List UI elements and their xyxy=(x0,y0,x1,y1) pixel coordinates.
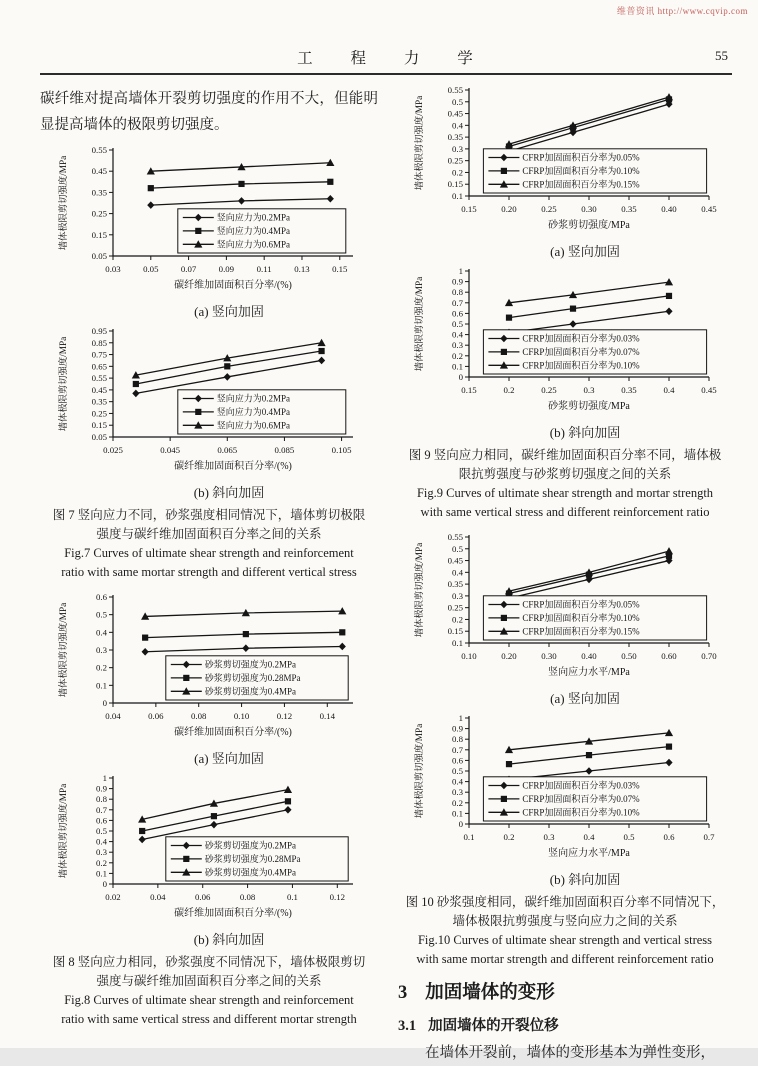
svg-text:0.6: 0.6 xyxy=(452,308,463,319)
svg-text:0.5: 0.5 xyxy=(623,832,635,842)
svg-text:0.3: 0.3 xyxy=(96,645,107,655)
fig8-caption-zh-line2: 强度与碳纤维加固面积百分率之间的关系 xyxy=(96,974,322,988)
svg-text:0.1: 0.1 xyxy=(452,638,463,648)
svg-text:0.25: 0.25 xyxy=(447,155,463,166)
page-header xyxy=(40,46,730,70)
two-column-layout xyxy=(40,84,734,1066)
svg-text:0.3: 0.3 xyxy=(583,385,595,395)
svg-text:碳纤维加固面积百分率/(%): 碳纤维加固面积百分率/(%) xyxy=(174,461,292,472)
fig8a-subcaption: (a) 竖向加固 xyxy=(194,751,264,766)
fig7a-line-chart xyxy=(53,144,365,302)
svg-text:1: 1 xyxy=(458,266,463,276)
fig7a-subcaption: (a) 竖向加固 xyxy=(194,304,264,319)
chart-fig10b xyxy=(409,712,721,888)
svg-text:0.45: 0.45 xyxy=(701,204,717,214)
svg-text:0.04: 0.04 xyxy=(105,711,121,721)
svg-text:0.55: 0.55 xyxy=(91,145,107,155)
svg-text:0.25: 0.25 xyxy=(541,204,557,214)
svg-text:0.045: 0.045 xyxy=(160,445,181,455)
fig9-caption-en-line2: with same vertical stress and different reinforcement ratio xyxy=(420,505,710,519)
fig9-caption-zh-line1: 图 9 竖向应力相同，碳纤维加固面积百分率不同，墙体极 xyxy=(408,448,722,462)
svg-text:0.45: 0.45 xyxy=(91,166,107,177)
left-column xyxy=(40,84,378,1066)
svg-text:0.35: 0.35 xyxy=(447,132,463,143)
svg-text:0.15: 0.15 xyxy=(91,229,107,240)
header-rule xyxy=(40,73,732,78)
fig9-caption xyxy=(396,446,734,522)
fig7-caption-zh-line1: 图 7 竖向应力不同，砂浆强度相同情况下，墙体剪切极限 xyxy=(52,508,366,522)
fig8-caption xyxy=(40,953,378,1029)
svg-text:0.85: 0.85 xyxy=(91,337,107,348)
svg-text:0.5: 0.5 xyxy=(452,766,463,776)
svg-text:0.3: 0.3 xyxy=(452,340,463,351)
fig9b-line-chart xyxy=(409,265,721,423)
svg-text:0.07: 0.07 xyxy=(180,264,197,274)
svg-text:0.5: 0.5 xyxy=(96,826,107,836)
svg-text:CFRP加固面积百分率为0.05%: CFRP加固面积百分率为0.05% xyxy=(522,599,640,610)
svg-text:0.15: 0.15 xyxy=(447,626,463,637)
svg-text:0.4: 0.4 xyxy=(96,627,107,638)
svg-text:0.065: 0.065 xyxy=(217,445,238,455)
svg-text:0.25: 0.25 xyxy=(447,602,463,613)
svg-text:0.45: 0.45 xyxy=(447,108,463,119)
section-3-title: 加固墙体的变形 xyxy=(425,983,555,1003)
svg-text:0.35: 0.35 xyxy=(91,187,107,198)
svg-text:墙体极限剪切强度/MPa: 墙体极限剪切强度/MPa xyxy=(415,723,425,819)
chart-fig9a xyxy=(409,84,721,260)
section-3-1-body: 在墙体开裂前，墙体的变形基本为弹性变形， xyxy=(425,1045,715,1061)
svg-text:0.4: 0.4 xyxy=(583,832,595,842)
svg-text:0.60: 0.60 xyxy=(661,651,677,661)
fig7-caption-en-line1: Fig.7 Curves of ultimate shear strength and reinforcement xyxy=(64,546,354,560)
svg-text:0.5: 0.5 xyxy=(96,609,107,620)
svg-text:0.3: 0.3 xyxy=(452,787,463,798)
svg-text:0.50: 0.50 xyxy=(621,651,637,661)
svg-text:0.09: 0.09 xyxy=(218,264,235,274)
svg-text:0.9: 0.9 xyxy=(452,276,463,287)
svg-text:0.65: 0.65 xyxy=(91,361,107,372)
chart-fig7a xyxy=(53,144,365,320)
svg-text:0.02: 0.02 xyxy=(105,892,121,902)
svg-text:0: 0 xyxy=(458,372,463,382)
svg-text:墙体极限剪切强度/MPa: 墙体极限剪切强度/MPa xyxy=(59,155,69,251)
svg-text:墙体极限剪切强度/MPa: 墙体极限剪切强度/MPa xyxy=(59,336,69,432)
svg-text:CFRP加固面积百分率为0.15%: CFRP加固面积百分率为0.15% xyxy=(522,179,640,190)
svg-text:竖向应力为0.4MPa: 竖向应力为0.4MPa xyxy=(216,226,291,237)
svg-text:砂浆剪切强度为0.4MPa: 砂浆剪切强度为0.4MPa xyxy=(204,867,297,878)
svg-text:0.25: 0.25 xyxy=(541,385,557,395)
svg-text:0.4: 0.4 xyxy=(452,567,463,578)
fig8-caption-zh-line1: 图 8 竖向应力相同，砂浆强度不同情况下，墙体极限剪切 xyxy=(52,955,366,969)
svg-text:0.70: 0.70 xyxy=(701,651,717,661)
svg-text:0.2: 0.2 xyxy=(96,857,107,868)
svg-text:0.30: 0.30 xyxy=(541,651,557,661)
fig10b-subcaption: (b) 斜向加固 xyxy=(549,872,621,887)
svg-text:0.9: 0.9 xyxy=(96,783,107,794)
svg-text:墙体极限剪切强度/MPa: 墙体极限剪切强度/MPa xyxy=(415,542,425,638)
svg-text:0.40: 0.40 xyxy=(661,204,677,214)
svg-text:0.1: 0.1 xyxy=(452,808,463,819)
svg-text:竖向应力为0.6MPa: 竖向应力为0.6MPa xyxy=(216,239,291,250)
svg-text:0.55: 0.55 xyxy=(91,373,107,384)
svg-text:0.1: 0.1 xyxy=(286,892,298,902)
svg-text:0: 0 xyxy=(102,879,107,889)
svg-text:竖向应力为0.6MPa: 竖向应力为0.6MPa xyxy=(216,420,291,431)
chart-fig9b xyxy=(409,265,721,441)
svg-text:0.7: 0.7 xyxy=(703,832,715,842)
svg-text:0.05: 0.05 xyxy=(91,432,107,442)
svg-text:砂浆剪切强度/MPa: 砂浆剪切强度/MPa xyxy=(548,220,630,231)
svg-text:0.6: 0.6 xyxy=(96,592,107,602)
svg-text:0.1: 0.1 xyxy=(96,680,107,691)
fig10a-subcaption: (a) 竖向加固 xyxy=(550,691,620,706)
svg-text:0.45: 0.45 xyxy=(91,384,107,395)
svg-text:0.2: 0.2 xyxy=(452,167,463,178)
fig10-caption-en-line2: with same mortar strength and different reinforcement ratio xyxy=(416,952,714,966)
fig7b-subcaption: (b) 斜向加固 xyxy=(193,485,265,500)
fig8-caption-en-line2: ratio with same vertical stress and different mortar strength xyxy=(61,1012,357,1026)
svg-text:0.5: 0.5 xyxy=(452,319,463,329)
svg-text:0.085: 0.085 xyxy=(274,445,295,455)
svg-text:0.1: 0.1 xyxy=(463,832,475,842)
intro-paragraph: 碳纤维对提高墙体开裂剪切强度的作用不大，但能明显提高墙体的极限剪切强度。 xyxy=(40,91,378,133)
svg-text:竖向应力为0.2MPa: 竖向应力为0.2MPa xyxy=(216,212,291,223)
fig10-caption-zh-line2: 墙体极限抗剪强度与竖向应力之间的关系 xyxy=(452,914,678,928)
svg-text:CFRP加固面积百分率为0.10%: CFRP加固面积百分率为0.10% xyxy=(522,807,640,818)
svg-text:0.10: 0.10 xyxy=(461,651,477,661)
svg-text:0.55: 0.55 xyxy=(447,532,463,542)
svg-text:0.12: 0.12 xyxy=(276,711,293,721)
svg-text:0.10: 0.10 xyxy=(233,711,250,721)
svg-text:0.1: 0.1 xyxy=(96,868,107,879)
svg-text:0.15: 0.15 xyxy=(447,179,463,190)
svg-text:0.35: 0.35 xyxy=(621,204,637,214)
svg-text:0.7: 0.7 xyxy=(96,804,107,815)
svg-text:0.35: 0.35 xyxy=(621,385,637,395)
svg-text:CFRP加固面积百分率为0.03%: CFRP加固面积百分率为0.03% xyxy=(522,780,640,791)
svg-text:0.025: 0.025 xyxy=(103,445,123,455)
fig8b-subcaption: (b) 斜向加固 xyxy=(193,932,265,947)
svg-text:1: 1 xyxy=(458,713,463,723)
fig7-caption-zh-line2: 强度与碳纤维加固面积百分率之间的关系 xyxy=(96,527,322,541)
section-3-1-heading xyxy=(398,1014,734,1035)
svg-text:0.06: 0.06 xyxy=(148,711,164,721)
svg-text:0.6: 0.6 xyxy=(96,815,107,826)
svg-text:竖向应力为0.4MPa: 竖向应力为0.4MPa xyxy=(216,407,291,418)
svg-text:0.12: 0.12 xyxy=(329,892,346,902)
svg-text:0.15: 0.15 xyxy=(461,385,477,395)
svg-text:0.4: 0.4 xyxy=(452,120,463,131)
svg-text:0.40: 0.40 xyxy=(581,651,597,661)
svg-text:CFRP加固面积百分率为0.07%: CFRP加固面积百分率为0.07% xyxy=(522,794,640,805)
fig10-caption xyxy=(396,893,734,969)
chart-fig8b xyxy=(53,772,365,948)
svg-text:0.1: 0.1 xyxy=(452,361,463,372)
fig7b-line-chart xyxy=(53,325,365,483)
watermark: 维普资讯 http://www.cqvip.com xyxy=(616,6,748,16)
svg-text:0.08: 0.08 xyxy=(239,892,256,902)
svg-text:0.5: 0.5 xyxy=(452,96,463,107)
svg-text:0.05: 0.05 xyxy=(91,251,107,261)
svg-text:0.15: 0.15 xyxy=(91,420,107,431)
svg-text:0.6: 0.6 xyxy=(663,832,675,842)
fig9a-subcaption: (a) 竖向加固 xyxy=(550,244,620,259)
svg-text:0.35: 0.35 xyxy=(91,396,107,407)
svg-text:0: 0 xyxy=(458,819,463,829)
svg-text:0.6: 0.6 xyxy=(452,755,463,766)
svg-text:0.8: 0.8 xyxy=(452,734,463,745)
chart-fig7b xyxy=(53,325,365,501)
svg-text:0.04: 0.04 xyxy=(150,892,166,902)
svg-text:0.25: 0.25 xyxy=(91,208,107,219)
svg-text:竖向应力为0.2MPa: 竖向应力为0.2MPa xyxy=(216,393,291,404)
right-column xyxy=(396,84,734,1066)
svg-text:碳纤维加固面积百分率/(%): 碳纤维加固面积百分率/(%) xyxy=(174,908,292,919)
svg-text:0.3: 0.3 xyxy=(452,143,463,154)
svg-text:墙体极限剪切强度/MPa: 墙体极限剪切强度/MPa xyxy=(59,783,69,879)
section-3-heading xyxy=(398,978,734,1004)
svg-text:0.5: 0.5 xyxy=(452,543,463,554)
svg-text:1: 1 xyxy=(102,773,107,783)
page-number: 55 xyxy=(715,48,728,63)
svg-text:0.35: 0.35 xyxy=(447,579,463,590)
svg-text:0.2: 0.2 xyxy=(452,797,463,808)
svg-text:砂浆剪切强度为0.28MPa: 砂浆剪切强度为0.28MPa xyxy=(204,854,301,865)
svg-text:0.45: 0.45 xyxy=(447,555,463,566)
svg-text:砂浆剪切强度为0.2MPa: 砂浆剪切强度为0.2MPa xyxy=(204,659,297,670)
fig10-caption-zh-line1: 图 10 砂浆强度相同，碳纤维加固面积百分率不同情况下， xyxy=(405,895,725,909)
chart-fig10a xyxy=(409,531,721,707)
svg-text:竖向应力水平/MPa: 竖向应力水平/MPa xyxy=(548,667,630,678)
fig9-caption-en-line1: Fig.9 Curves of ultimate shear strength and mortar strength xyxy=(416,486,714,500)
svg-text:墙体极限剪切强度/MPa: 墙体极限剪切强度/MPa xyxy=(59,602,69,698)
svg-text:0.15: 0.15 xyxy=(461,204,477,214)
svg-text:碳纤维加固面积百分率/(%): 碳纤维加固面积百分率/(%) xyxy=(174,280,292,291)
svg-text:CFRP加固面积百分率为0.10%: CFRP加固面积百分率为0.10% xyxy=(522,613,640,624)
svg-text:0.4: 0.4 xyxy=(452,776,463,787)
svg-text:0.14: 0.14 xyxy=(319,711,335,721)
svg-text:竖向应力水平/MPa: 竖向应力水平/MPa xyxy=(548,848,630,859)
svg-text:砂浆剪切强度为0.2MPa: 砂浆剪切强度为0.2MPa xyxy=(204,840,297,851)
fig8a-line-chart xyxy=(53,591,365,749)
svg-text:0.2: 0.2 xyxy=(503,832,515,842)
svg-text:0.105: 0.105 xyxy=(331,445,352,455)
svg-text:0.4: 0.4 xyxy=(452,329,463,340)
svg-text:0: 0 xyxy=(102,698,107,708)
svg-text:0.20: 0.20 xyxy=(501,651,517,661)
svg-text:CFRP加固面积百分率为0.15%: CFRP加固面积百分率为0.15% xyxy=(522,626,640,637)
svg-text:0.95: 0.95 xyxy=(91,326,107,336)
fig7-caption-en-line2: ratio with same mortar strength and different vertical stress xyxy=(61,565,357,579)
svg-text:0.4: 0.4 xyxy=(96,836,107,847)
svg-text:0.45: 0.45 xyxy=(701,385,717,395)
svg-text:0.15: 0.15 xyxy=(332,264,348,274)
svg-text:0.55: 0.55 xyxy=(447,85,463,95)
svg-text:0.06: 0.06 xyxy=(195,892,211,902)
fig9a-line-chart xyxy=(409,84,721,242)
svg-text:0.08: 0.08 xyxy=(191,711,207,721)
svg-text:CFRP加固面积百分率为0.10%: CFRP加固面积百分率为0.10% xyxy=(522,360,640,371)
svg-text:0.2: 0.2 xyxy=(452,350,463,361)
svg-text:0.75: 0.75 xyxy=(91,349,107,360)
svg-text:0.4: 0.4 xyxy=(663,385,675,395)
svg-text:CFRP加固面积百分率为0.10%: CFRP加固面积百分率为0.10% xyxy=(522,166,640,177)
section-3-1-title: 加固墙体的开裂位移 xyxy=(428,1018,559,1034)
fig9-caption-zh-line2: 限抗剪强度与砂浆剪切强度之间的关系 xyxy=(458,467,672,481)
svg-text:CFRP加固面积百分率为0.03%: CFRP加固面积百分率为0.03% xyxy=(522,333,640,344)
svg-text:CFRP加固面积百分率为0.07%: CFRP加固面积百分率为0.07% xyxy=(522,347,640,358)
svg-text:0.1: 0.1 xyxy=(452,191,463,201)
fig9b-subcaption: (b) 斜向加固 xyxy=(549,425,621,440)
fig8b-line-chart xyxy=(53,772,365,930)
svg-text:0.7: 0.7 xyxy=(452,297,463,308)
svg-text:0.11: 0.11 xyxy=(256,264,272,274)
svg-text:0.3: 0.3 xyxy=(543,832,555,842)
svg-text:0.20: 0.20 xyxy=(501,204,517,214)
svg-text:墙体极限剪切强度/MPa: 墙体极限剪切强度/MPa xyxy=(415,276,425,372)
svg-text:0.7: 0.7 xyxy=(452,744,463,755)
svg-text:砂浆剪切强度为0.28MPa: 砂浆剪切强度为0.28MPa xyxy=(204,673,301,684)
fig10a-line-chart xyxy=(409,531,721,689)
chart-fig8a xyxy=(53,591,365,767)
svg-text:0.30: 0.30 xyxy=(581,204,597,214)
svg-text:0.3: 0.3 xyxy=(96,847,107,858)
svg-text:0.13: 0.13 xyxy=(294,264,310,274)
svg-text:0.2: 0.2 xyxy=(452,614,463,625)
svg-text:0.8: 0.8 xyxy=(96,794,107,805)
svg-text:砂浆剪切强度为0.4MPa: 砂浆剪切强度为0.4MPa xyxy=(204,686,297,697)
fig7-caption xyxy=(40,506,378,582)
svg-text:0.05: 0.05 xyxy=(143,264,159,274)
svg-text:0.03: 0.03 xyxy=(105,264,121,274)
svg-text:墙体极限剪切强度/MPa: 墙体极限剪切强度/MPa xyxy=(415,95,425,191)
fig10b-line-chart xyxy=(409,712,721,870)
svg-text:砂浆剪切强度/MPa: 砂浆剪切强度/MPa xyxy=(548,401,630,412)
fig8-caption-en-line1: Fig.8 Curves of ultimate shear strength and reinforcement xyxy=(64,993,354,1007)
svg-text:CFRP加固面积百分率为0.05%: CFRP加固面积百分率为0.05% xyxy=(522,152,640,163)
journal-title: 工 程 力 学 xyxy=(297,50,490,67)
svg-text:0.9: 0.9 xyxy=(452,723,463,734)
svg-text:0.2: 0.2 xyxy=(96,662,107,673)
svg-text:碳纤维加固面积百分率/(%): 碳纤维加固面积百分率/(%) xyxy=(174,727,292,738)
svg-text:0.2: 0.2 xyxy=(503,385,515,395)
section-3-number: 3 xyxy=(398,983,408,1003)
svg-text:0.25: 0.25 xyxy=(91,408,107,419)
fig10-caption-en-line1: Fig.10 Curves of ultimate shear strength and vertical stress xyxy=(417,933,713,947)
section-3-1-number: 3.1 xyxy=(398,1018,417,1034)
svg-text:0.3: 0.3 xyxy=(452,590,463,601)
svg-text:0.8: 0.8 xyxy=(452,287,463,298)
